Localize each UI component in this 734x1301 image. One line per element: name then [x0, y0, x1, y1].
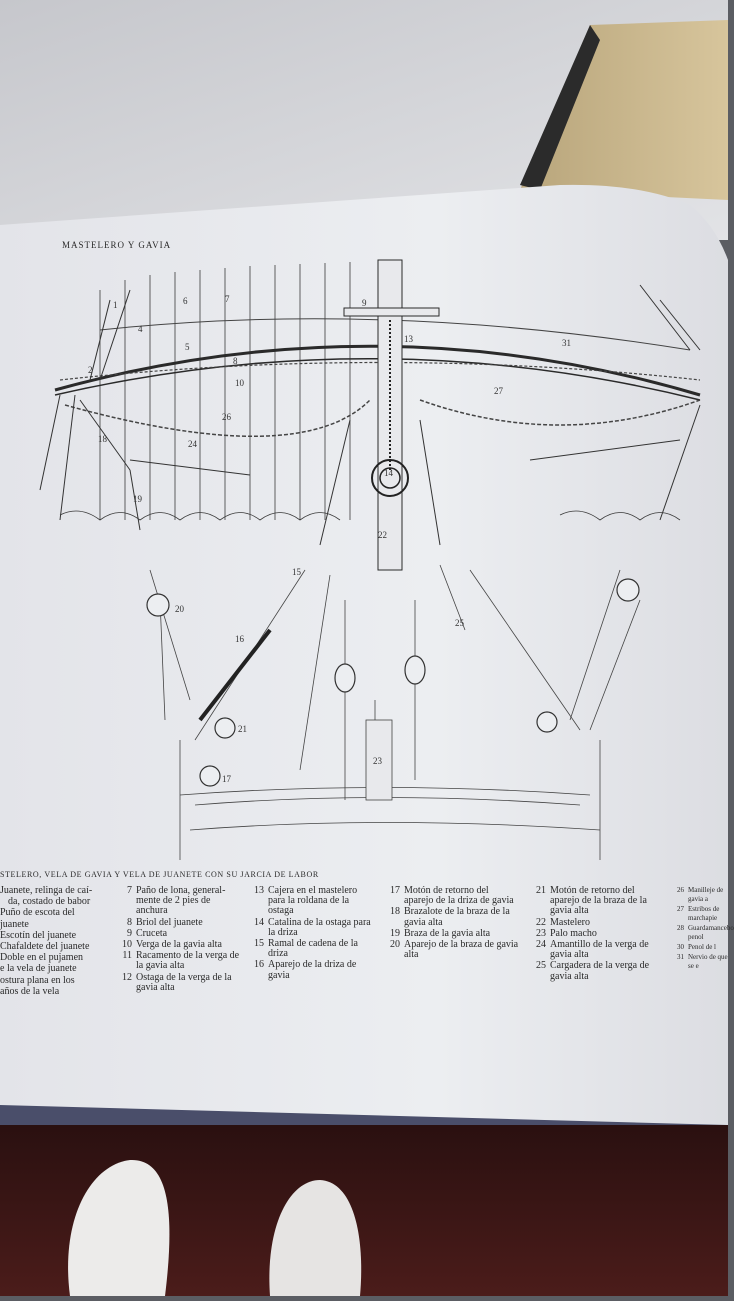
- callout-9: 9: [362, 298, 367, 308]
- legend-text: Nervio de que se e: [688, 953, 728, 970]
- legend-number: 23: [536, 927, 546, 939]
- legend-column-5: [526, 886, 666, 983]
- legend-column-4: [380, 886, 520, 961]
- legend-number: 13: [254, 885, 264, 896]
- legend-item: [380, 907, 520, 927]
- legend-text: juanete: [0, 918, 29, 930]
- legend-text: Estribos de marchapie: [688, 905, 720, 922]
- callout-6: 6: [183, 296, 188, 306]
- legend-number: 17: [390, 885, 400, 896]
- legend-number: 18: [390, 906, 400, 918]
- legend-number: 24: [536, 939, 546, 951]
- legend-text: Chafaldete del juanete: [0, 941, 90, 953]
- legend-text: Motón de retorno del aparejo de la braza de la gavia alta: [550, 885, 647, 917]
- legend-text: Briol del juanete: [136, 916, 203, 928]
- callout-13: 13: [404, 334, 413, 344]
- legend-text: Ramal de cadena de la driza: [268, 938, 358, 960]
- legend-item: [112, 886, 240, 917]
- legend-item: [0, 920, 110, 930]
- legend-text: Motón de retorno del aparejo de la driza de gavia: [404, 885, 514, 907]
- legend-item: [0, 987, 110, 997]
- legend-number: 14: [254, 916, 264, 928]
- legend-item: [112, 951, 240, 971]
- legend-text: e la vela de juanete: [0, 963, 77, 975]
- lower-detail: [150, 565, 640, 860]
- legend-text: Braza de la gavia alta: [404, 927, 491, 939]
- legend-text: Catalina de la ostaga para la driza: [268, 916, 371, 938]
- legend-item: [244, 960, 376, 980]
- callout-7: 7: [225, 294, 230, 304]
- legend-number: 8: [127, 916, 132, 928]
- callout-10: 10: [235, 378, 244, 388]
- callout-23: 23: [373, 756, 382, 766]
- legend-item: [672, 953, 728, 971]
- callout-4: 4: [138, 324, 143, 334]
- topmast: [378, 260, 402, 570]
- legend-text: da, costado de babor: [8, 896, 91, 908]
- legend-number: 11: [122, 950, 132, 962]
- legend-text: Guardamancebo penol: [688, 924, 734, 941]
- legend-text: Paño de lona, general-mente de 2 pies de anchura: [136, 885, 226, 917]
- legend-item: [380, 886, 520, 906]
- legend-text: Doble en el pujamen: [0, 952, 84, 964]
- legend-text: ostura plana en los: [0, 974, 75, 986]
- legend-number: 15: [254, 938, 264, 950]
- callout-numbers: [88, 294, 571, 784]
- legend-text: Aparejo de la driza de gavia: [268, 959, 357, 981]
- legend-item: [526, 918, 666, 928]
- legend-number: 20: [390, 939, 400, 951]
- legend-item: [0, 942, 110, 952]
- legend-text: Aparejo de la braza de gavia alta: [404, 939, 519, 961]
- figure-caption: STELERO, VELA DE GAVIA Y VELA DE JUANETE CON SU JARCIA DE LABOR: [0, 870, 319, 879]
- legend-item: [0, 886, 110, 896]
- legend-number: 9: [127, 927, 132, 939]
- callout-31: 31: [562, 338, 571, 348]
- legend-item: [0, 931, 110, 941]
- crosstree: [344, 308, 439, 316]
- lift-rope-left: [65, 400, 370, 436]
- legend-number: 19: [390, 927, 400, 939]
- page-header: MASTELERO Y GAVIA: [62, 240, 172, 250]
- callout-21: 21: [238, 724, 247, 734]
- legend-text: Juanete, relinga de caí-: [0, 885, 93, 896]
- legend-item: [526, 886, 666, 917]
- legend-text: años de la vela: [0, 985, 60, 997]
- callout-20: 20: [175, 604, 184, 614]
- legend-number: 25: [536, 960, 546, 972]
- legend-text: Ostaga de la verga de la gavia alta: [136, 971, 232, 993]
- legend-item: [0, 897, 110, 907]
- callout-26: 26: [222, 412, 231, 422]
- callout-15: 15: [292, 567, 301, 577]
- callout-8: 8: [233, 356, 238, 366]
- legend-item: [112, 918, 240, 928]
- legend-text: Manilleje de gavia a: [688, 886, 724, 903]
- legend-item: [672, 943, 728, 952]
- legend-number: 31: [677, 953, 684, 961]
- legend-text: Racamento de la verga de la gavia alta: [136, 950, 240, 972]
- legend-column-2: [112, 886, 240, 994]
- legend-text: Palo macho: [550, 927, 597, 939]
- legend-item: [672, 924, 734, 942]
- legend-item: [0, 908, 110, 918]
- legend-text: Amantillo de la verga de gavia alta: [550, 939, 649, 961]
- callout-1: 1: [113, 300, 118, 310]
- legend-item: [0, 964, 110, 974]
- legend-item: [244, 939, 376, 959]
- callout-5: 5: [185, 342, 190, 352]
- callout-19: 19: [133, 494, 142, 504]
- legend-item: [526, 929, 666, 939]
- legend-item: [380, 940, 520, 960]
- callout-24: 24: [188, 439, 197, 449]
- legend-column-1: [0, 886, 110, 998]
- legend-item: [244, 886, 376, 917]
- legend-text: Penol de l: [688, 943, 716, 951]
- legend-column-6: [672, 886, 734, 972]
- callout-25: 25: [455, 618, 464, 628]
- legend-number: 27: [677, 905, 684, 913]
- callout-17: 17: [222, 774, 231, 784]
- callout-22: 22: [378, 530, 387, 540]
- callout-2: 2: [88, 365, 93, 375]
- legend-number: 28: [677, 924, 684, 932]
- legend-text: Cruceta: [136, 927, 168, 939]
- legend-text: Escotín del juanete: [0, 929, 77, 941]
- legend-item: [112, 940, 240, 950]
- legend-number: 26: [677, 886, 684, 894]
- legend-number: 10: [122, 939, 132, 951]
- legend-number: 21: [536, 885, 546, 896]
- legend-text: Cargadera de la verga de gavia alta: [550, 960, 650, 982]
- legend-item: [672, 905, 728, 923]
- callout-14: 14: [384, 468, 393, 478]
- legend-item: [380, 929, 520, 939]
- legend-item: [244, 918, 376, 938]
- legend-text: Brazalote de la braza de la gavia alta: [404, 906, 510, 928]
- lower-blocks: [147, 579, 639, 786]
- legend-item: [672, 886, 728, 904]
- legend-item: [112, 973, 240, 993]
- callout-18: 18: [98, 434, 107, 444]
- legend-item: [526, 961, 666, 981]
- legend-item: [112, 929, 240, 939]
- legend-number: 12: [122, 971, 132, 983]
- legend-item: [0, 953, 110, 963]
- legend-number: 7: [127, 885, 132, 896]
- legend-number: 22: [536, 916, 546, 928]
- legend-item: [526, 940, 666, 960]
- legend-item: [0, 976, 110, 986]
- legend-number: 30: [677, 943, 684, 951]
- lift-rope-right: [420, 400, 700, 425]
- legend-column-3: [244, 886, 376, 982]
- callout-16: 16: [235, 634, 244, 644]
- legend-text: Verga de la gavia alta: [136, 939, 222, 951]
- legend-number: 16: [254, 959, 264, 971]
- legend-text: Mastelero: [550, 916, 590, 928]
- legend-text: Puño de escota del: [0, 907, 75, 919]
- callout-27: 27: [494, 386, 503, 396]
- legend-text: Cajera en el mastelero para la roldana de la ostaga: [268, 885, 358, 917]
